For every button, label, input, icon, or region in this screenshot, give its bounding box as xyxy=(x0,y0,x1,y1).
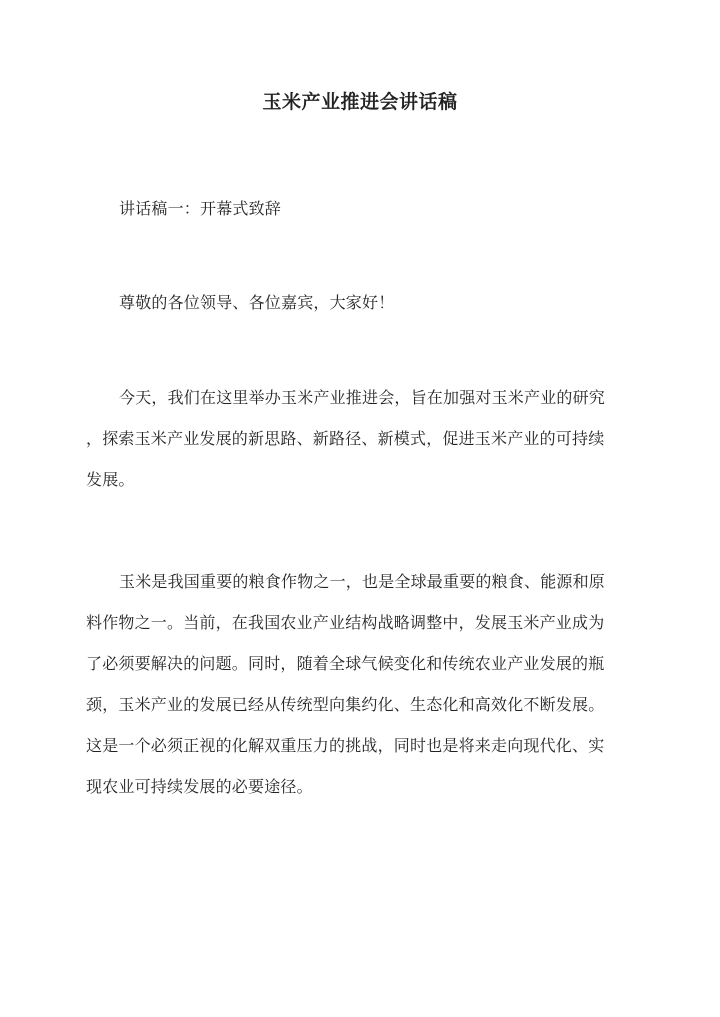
paragraph-greeting xyxy=(86,282,634,323)
paragraph-corn-importance xyxy=(86,561,634,807)
paragraph-line: 尊敬的各位领导、各位嘉宾，大家好！ xyxy=(119,293,395,312)
paragraph-line: 现农业可持续发展的必要途径。 xyxy=(86,777,313,796)
paragraph-line: 今天，我们在这里举办玉米产业推进会，旨在加强对玉米产业的研究 xyxy=(119,388,606,407)
paragraph-line: 讲话稿一：开幕式致辞 xyxy=(119,199,282,218)
paragraph-line: 这是一个必须正视的化解双重压力的挑战，同时也是将来走向现代化、实 xyxy=(86,736,605,755)
paragraph-subtitle xyxy=(86,188,634,229)
document-title: 玉米产业推进会讲话稿 xyxy=(262,91,458,113)
paragraph-line: ，探索玉米产业发展的新思路、新路径、新模式，促进玉米产业的可持续 xyxy=(86,429,605,448)
paragraph-line: 玉米是我国重要的粮食作物之一，也是全球最重要的粮食、能源和原 xyxy=(119,572,606,591)
paragraph-intro xyxy=(86,377,634,500)
paragraph-line: 料作物之一。当前，在我国农业产业结构战略调整中，发展玉米产业成为 xyxy=(86,613,605,632)
paragraph-line: 发展。 xyxy=(86,470,135,489)
paragraph-line: 颈，玉米产业的发展已经从传统型向集约化、生态化和高效化不断发展。 xyxy=(86,695,605,714)
paragraph-line: 了必须要解决的问题。同时，随着全球气候变化和传统农业产业发展的瓶 xyxy=(86,654,605,673)
